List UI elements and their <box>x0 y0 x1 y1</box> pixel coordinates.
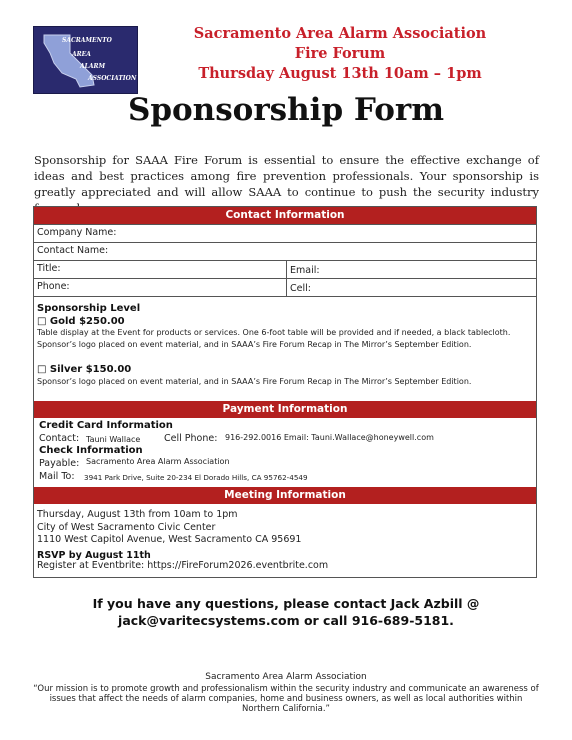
rsvp-deadline: RSVP by August 11th <box>37 550 151 561</box>
silver-description: Sponsor’s logo placed on event material, and in SAAA’s Fire Forum Recap in The Mirror’s September Edition. <box>37 377 472 386</box>
payment-info-header: Payment Information <box>34 401 536 418</box>
header-event: Fire Forum <box>294 45 386 62</box>
contact-info-header: Contact Information <box>34 207 536 224</box>
header-org: Sacramento Area Alarm Association <box>193 25 487 42</box>
payment-contact-value: Tauni Wallace <box>86 435 141 444</box>
footer-org: Sacramento Area Alarm Association <box>205 672 367 682</box>
company-name-label: Company Name: <box>37 227 117 238</box>
payable-value: Sacramento Area Alarm Association <box>86 457 230 466</box>
gold-option[interactable]: □ Gold $250.00 <box>37 316 125 327</box>
logo-text-area: AREA <box>72 51 91 58</box>
meeting-venue: City of West Sacramento Civic Center <box>37 522 216 533</box>
logo-text-sacramento: SACRAMENTO <box>62 37 112 44</box>
mail-to-label: Mail To: <box>39 471 75 482</box>
credit-card-heading: Credit Card Information <box>39 420 173 431</box>
sponsorship-form <box>33 206 537 578</box>
meeting-info-header: Meeting Information <box>34 487 536 504</box>
contact-name-label: Contact Name: <box>37 245 109 256</box>
payable-label: Payable: <box>39 458 80 469</box>
logo-text-association: ASSOCIATION <box>88 75 137 82</box>
silver-option[interactable]: □ Silver $150.00 <box>37 364 132 375</box>
register-link[interactable]: Register at Eventbrite: https://FireForum2026.eventbrite.com <box>37 560 329 571</box>
email-label: Email: <box>290 265 320 276</box>
sponsorship-level-heading: Sponsorship Level <box>37 303 141 314</box>
meeting-address: 1110 West Capitol Avenue, West Sacramento CA 95691 <box>37 534 302 545</box>
intro-paragraph: Sponsorship for SAAA Fire Forum is essential to ensure the effective exchange of ideas and best practices among fire prevention professionals. Your sponsorship is greatly appreciated and will allow SAAA to continue to push the security industry <box>34 153 539 199</box>
gold-description: Table display at the Event for products or services. One 6-foot table will be provided and if needed, a black tablecloth. Sponsor’s logo placed on event material, and in SAAA’s Fire Forum Recap in The Mirror’s September Edition. <box>37 328 511 349</box>
mail-to-value: 3941 Park Drive, Suite 20-234 El Dorado Hills, CA 95762-4549 <box>84 473 308 482</box>
header-date: Thursday August 13th 10am – 1pm <box>198 65 482 82</box>
title-label: Title: <box>37 263 61 274</box>
logo-text-alarm: ALARM <box>80 63 106 70</box>
cell-label: Cell: <box>290 283 311 294</box>
questions-line-2: jack@varitecsystems.com or call 916-689-5181. <box>118 613 454 628</box>
cell-phone-value: 916-292.0016 Email: Tauni.Wallace@honeywell.com <box>225 433 434 442</box>
questions-line-1: If you have any questions, please contact Jack Azbill @ <box>92 596 480 611</box>
mission-statement: “Our mission is to promote growth and professionalism within the security industry and communicate an awareness of issues that affect the needs of alarm companies, home and business owners, as well as local authorities within Northern California.” <box>33 684 539 714</box>
payment-contact-label: Contact: <box>39 433 80 444</box>
meeting-date: Thursday, August 13th from 10am to 1pm <box>37 509 238 520</box>
cell-phone-label: Cell Phone: <box>164 433 218 444</box>
phone-label: Phone: <box>37 281 70 292</box>
saaa-logo <box>33 26 138 94</box>
page-title: Sponsorship Form <box>127 92 445 128</box>
check-heading: Check Information <box>39 445 143 456</box>
